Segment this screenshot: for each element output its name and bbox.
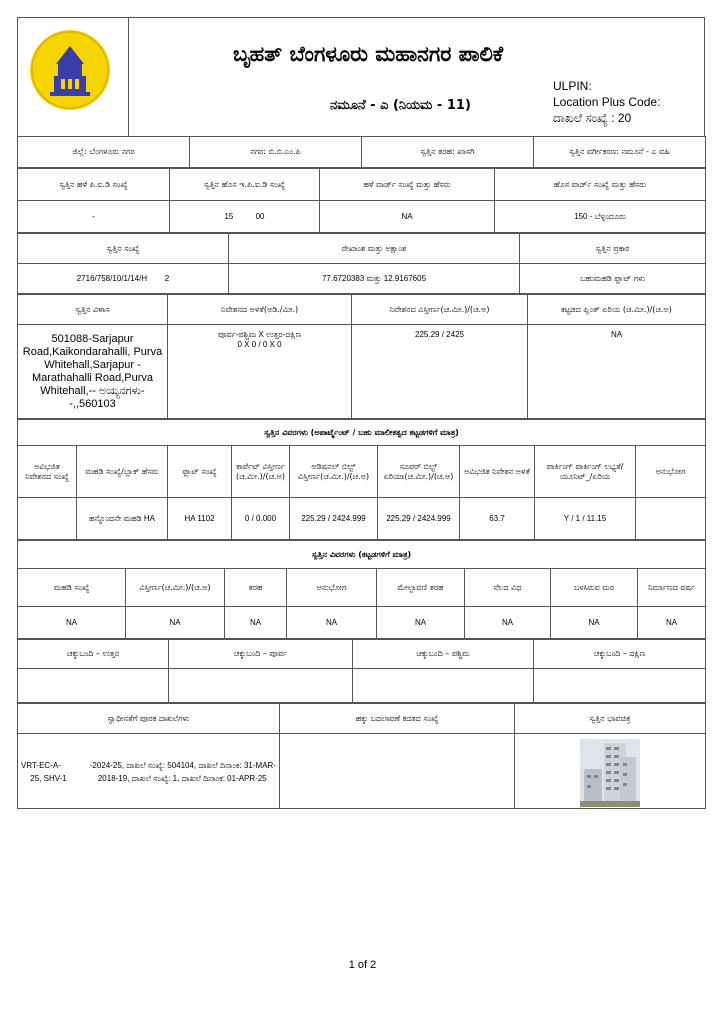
apt-flat: HA 1102 bbox=[168, 498, 232, 540]
apt-super-built: 225.29 / 2424.999 bbox=[378, 498, 460, 540]
bld-header-area: ವಿಸ್ತೀರ್ಣ(ಚ.ಮೀ.)/(ಚ.ಅ) bbox=[126, 569, 225, 607]
bld-header-wood: ಬಳಸಿರುವ ಮರ bbox=[551, 569, 638, 607]
apt-header-undivided-area: ಅವಿಭಜಿತ ನಿವೇಶನ ಅಳತೆ bbox=[460, 446, 535, 498]
apt-header-undivided-no: ಅವಿಭಜಿತ ನಿವೇಶನದ ಸಂಖ್ಯೆ bbox=[18, 446, 77, 498]
mutation-no-value bbox=[280, 734, 515, 809]
property-number-value: 2716/758/10/1/14/H 2 bbox=[18, 264, 229, 294]
old-pid-label: ಸ್ವತ್ತಿನ ಹಳೆ ಪಿ.ಐ.ಡಿ ಸಂಖ್ಯೆ bbox=[18, 169, 170, 201]
emblem-icon bbox=[30, 30, 110, 110]
apartment-section-title: ಸ್ವತ್ತಿನ ವಿವರಗಳು (ಅಪಾರ್ಟ್ಮೆಂಟ್ / ಬಹು ಮಾಲೀಕತ್ವದ ಕಟ್ಟಡಗಳಿಗೆ ಮಾತ್ರ) bbox=[18, 420, 706, 446]
city: ನಗರ: ಬಿ.ಬಿ.ಎಂ.ಪಿ bbox=[190, 137, 362, 168]
bld-floor-type: NA bbox=[465, 607, 551, 639]
apt-header-parking: ಪಾರ್ಕಿಂಗ್ ಪಾರ್ಕಿಂಗ್ ಲಭ್ಯತೆ/ಯೂನಿಟ್_/ಏರಿಯ bbox=[535, 446, 636, 498]
form-page bbox=[17, 17, 705, 809]
plinth-area-value: NA bbox=[528, 325, 706, 419]
bld-header-usage: ಅನುಭೋಗ bbox=[287, 569, 377, 607]
org-title: ಬೃಹತ್ ಬೆಂಗಳೂರು ಮಹಾನಗರ ಪಾಲಿಕೆ bbox=[233, 42, 504, 66]
site-area-label: ನಿವೇಶನದ ವಿಸ್ತೀರ್ಣ(ಚ.ಮೀ.)/(ಚ.ಅ) bbox=[352, 295, 528, 325]
ulpin-label: ULPIN: bbox=[553, 79, 592, 93]
property-kind-value: ಬಹುಮಹಡಿ ಫ್ಲಾಟ್ ಗಳು bbox=[520, 264, 706, 294]
apt-undivided-area: 63.7 bbox=[460, 498, 535, 540]
apt-header-floor: ಮಹಡಿ ಸಂಖ್ಯೆ/ಬ್ಲಾಕ್ ಹೆಸರು bbox=[77, 446, 168, 498]
bld-header-floor-type: ನೆಲದ ವಿಧ bbox=[465, 569, 551, 607]
row-address bbox=[17, 294, 706, 419]
apt-carpet: 0 / 0.000 bbox=[232, 498, 290, 540]
dimension-values: 0 X 0 / 0 X 0 bbox=[237, 340, 282, 349]
bld-header-roof: ಮೇಲ್ಛಾವಣಿ ತರಹ bbox=[377, 569, 465, 607]
old-ward-label: ಹಳೆ ವಾರ್ಡ್ ಸಂಖ್ಯೆ ಮತ್ತು ಹೆಸರು bbox=[320, 169, 495, 201]
location-plus-code-label: Location Plus Code: bbox=[553, 95, 661, 109]
old-ward-value: NA bbox=[320, 201, 495, 233]
building-photo-image bbox=[580, 739, 640, 807]
bld-roof: NA bbox=[377, 607, 465, 639]
site-dimension-cell bbox=[168, 325, 352, 419]
apt-header-super-built: ಸೂಪರ್ ಬಿಲ್ಟ್ ಏರಿಯಾ(ಚ.ಮೀ.)/(ಚ.ಅ) bbox=[378, 446, 460, 498]
boundary-east-label: ಚಕ್ಕುಬಂದಿ – ಪೂರ್ವ bbox=[169, 640, 353, 669]
mutation-no-label: ಹಕ್ಕು ಬದಲಾವಣೆ ಕದತದ ಸಂಖ್ಯೆ bbox=[280, 704, 515, 734]
page-number: 1 of 2 bbox=[348, 959, 377, 971]
bld-usage: NA bbox=[287, 607, 377, 639]
boundary-south-label: ಚಕ್ಕುಬಂದಿ – ದಕ್ಷಿಣ bbox=[534, 640, 706, 669]
boundary-north-label: ಚಕ್ಕುಬಂದಿ – ಉತ್ತರ bbox=[18, 640, 169, 669]
address-label: ಸ್ವತ್ತಿನ ವಿಳಾಸ bbox=[18, 295, 168, 325]
supporting-docs-label: ಸ್ವಾಧೀನತೆಗೆ ಪೂರಕ ದಾಖಲೆಗಳು bbox=[18, 704, 280, 734]
bld-type: NA bbox=[225, 607, 287, 639]
property-photo-cell bbox=[515, 734, 706, 809]
district: ಜಿಲ್ಲೆ: ಬೆಂಗಳೂರು ನಗರ bbox=[18, 137, 190, 168]
boundaries bbox=[17, 639, 706, 703]
boundary-south-value bbox=[534, 669, 706, 703]
lat-long-label: ರೇಖಾಂಶ ಮತ್ತು ಅಕ್ಷಾಂಶ bbox=[229, 234, 520, 264]
bld-header-type: ತರಹ bbox=[225, 569, 287, 607]
boundary-west-label: ಚಕ್ಕುಬಂದಿ – ಪಶ್ಚಿಮ bbox=[353, 640, 534, 669]
old-pid-value: - bbox=[18, 201, 170, 233]
new-ward-value: 150 - ಬೆಳ್ಳಂದೂರು bbox=[495, 201, 706, 233]
apt-parking: Y / 1 / 11.15 bbox=[535, 498, 636, 540]
bld-area: NA bbox=[126, 607, 225, 639]
property-photo bbox=[580, 739, 640, 807]
apt-header-carpet: ಕಾರ್ಪೆಟ್ ವಿಸ್ತೀರ್ಣ (ಚ.ಮೀ.)/(ಚ.ಅ) bbox=[232, 446, 290, 498]
apartment-details bbox=[17, 419, 706, 540]
property-kind-label: ಸ್ವತ್ತಿನ ಪ್ರಕಾರ bbox=[520, 234, 706, 264]
row-property-number bbox=[17, 233, 706, 294]
plinth-area-label: ಕಟ್ಟಡದ ಪ್ಲಿಂತ್ ಏರಿಯ (ಚ.ಮೀ.)/(ಚ.ಅ) bbox=[528, 295, 706, 325]
header-divider bbox=[128, 18, 129, 136]
bld-year: NA bbox=[638, 607, 706, 639]
boundary-east-value bbox=[169, 669, 353, 703]
building-details bbox=[17, 540, 706, 639]
bbmp-logo bbox=[30, 30, 110, 110]
apt-usage bbox=[636, 498, 706, 540]
row-ids bbox=[17, 168, 706, 233]
bld-header-year: ನಿರ್ಮಾಣದ ವರ್ಷ bbox=[638, 569, 706, 607]
address-value: 501088-Sarjapur Road,Kaikondarahalli, Purva Whitehall,Sarjapur - Marathahalli Road,Purva Whitehall,-- ಅಯ್ಯನಗಳು--,,560103 bbox=[18, 325, 168, 419]
property-number-label: ಸ್ವತ್ತಿನ ಸಂಖ್ಯೆ bbox=[18, 234, 229, 264]
dimension-directions: ಪೂರ್ವ-ಪಶ್ಚಿಮ X ಉತ್ತರ-ದಕ್ಷಿಣ bbox=[217, 330, 302, 339]
boundary-west-value bbox=[353, 669, 534, 703]
form-name: ನಮೂನೆ - ಎ (ನಿಯಮ - 11) bbox=[330, 98, 471, 113]
header-meta bbox=[553, 78, 660, 126]
building-section-title: ಸ್ವತ್ತಿನ ವಿವರಗಳು (ಕಟ್ಟಡಗಳಿಗೆ ಮಾತ್ರ) bbox=[18, 541, 706, 569]
apt-floor: ಹನ್ನೊಂದನೇ ಮಹಡಿ HA bbox=[77, 498, 168, 540]
bld-header-floor: ಮಹಡಿ ಸಂಖ್ಯೆ bbox=[18, 569, 126, 607]
property-class: ಸ್ವತ್ತಿನ ವರ್ಗೀಕರಣ: ನಮೂನೆ - ಎ ವಹಿ bbox=[534, 137, 706, 168]
new-ward-label: ಹೊಸ ವಾರ್ಡ್ ಸಂಖ್ಯೆ ಮತ್ತು ಹೆಸರು bbox=[495, 169, 706, 201]
row-district bbox=[17, 136, 706, 168]
apt-undivided-no bbox=[18, 498, 77, 540]
apt-header-flat: ಫ್ಲಾಟ್ ಸಂಖ್ಯೆ bbox=[168, 446, 232, 498]
new-epid-label: ಸ್ವತ್ತಿನ ಹೊಸ ಇ.ಪಿ.ಐ.ಡಿ ಸಂಖ್ಯೆ bbox=[170, 169, 320, 201]
site-area-value: 225.29 / 2425 bbox=[352, 325, 528, 419]
lat-long-value: 77.6720383 ಮತ್ತು 12.9167605 bbox=[229, 264, 520, 294]
apt-header-usage: ಅನುಭೋಗ bbox=[636, 446, 706, 498]
register-number: ದಾಖಲೆ ಸಂಖ್ಯೆ : 20 bbox=[553, 111, 632, 125]
site-dimension-label: ನಿವೇಶನದ ಅಳತೆ(ಅಡಿ./ಮೀ.) bbox=[168, 295, 352, 325]
documents bbox=[17, 703, 706, 809]
apt-header-additional-built: ಅಡಿಷನಲ್ ಬಿಲ್ಟ್ ವಿಸ್ತೀರ್ಣ(ಚ.ಮೀ.)/(ಚ.ಅ) bbox=[290, 446, 378, 498]
property-photo-label: ಸ್ವತ್ತಿನ ಭಾವಚಿತ್ರ bbox=[515, 704, 706, 734]
boundary-north-value bbox=[18, 669, 169, 703]
bld-wood: NA bbox=[551, 607, 638, 639]
header bbox=[17, 17, 705, 136]
property-type: ಸ್ವತ್ತಿನ ತರಹ: ಖಾಸಗಿ bbox=[362, 137, 534, 168]
apt-additional-built: 225.29 / 2424.999 bbox=[290, 498, 378, 540]
new-epid-value: 15 00 bbox=[170, 201, 320, 233]
bld-floor: NA bbox=[18, 607, 126, 639]
supporting-docs-value: VRT-EC-A- -2024-25, ದಾಖಲೆ ಸಂಖ್ಯೆ: 504104, ದಾಖಲೆ ದಿನಾಂಕ: 31-MAR-25, SHV-1 2018-19, ದಾಖಲೆ ಸಂಖ್ಯೆ: 1, ದಾಖಲೆ ದಿನಾಂಕ: 01-APR-25 bbox=[18, 734, 280, 809]
